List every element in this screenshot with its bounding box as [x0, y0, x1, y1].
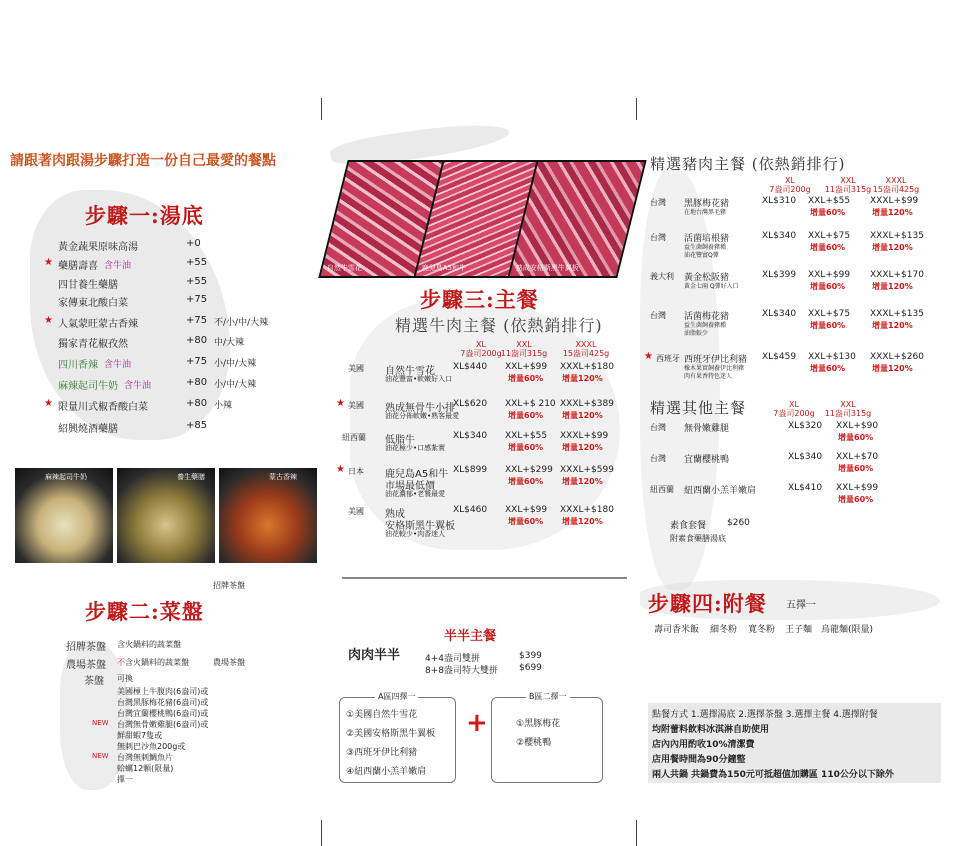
beef-price-xl: XL$340 — [453, 431, 488, 441]
soup-photo-1 — [15, 468, 113, 563]
oz-header: 11盎司315g — [824, 185, 872, 194]
beef-sub-title: 精選牛肉主餐 (依熱銷排行) — [395, 316, 603, 335]
other-price-xxl: XXL+$90 — [836, 421, 879, 431]
soup-spice: 小/中/大辣 — [214, 359, 257, 369]
pork-desc: 在地台灣黑毛豬 — [684, 209, 727, 216]
beef-price-xl: XL$620 — [453, 399, 488, 409]
soup-name: 獨家青花椒孜然 — [58, 339, 128, 350]
other-origin: 台灣 — [650, 423, 666, 432]
soup-price: +80 — [186, 398, 208, 409]
soup-spice: 小/中/大辣 — [214, 380, 257, 390]
step2-title: 步驟二:菜盤 — [85, 599, 204, 624]
pork-up-60: 增量60% — [810, 282, 846, 291]
photo-note: 招牌茶盤 — [213, 581, 245, 590]
pork-name: 黃金松阪豬 — [684, 273, 730, 283]
swap-item: 台灣無刺鯛魚片 — [117, 753, 173, 762]
other-price-xl: XL$410 — [788, 483, 823, 493]
soup-tag: 含牛油 — [104, 360, 132, 370]
beef-price-xl: XL$460 — [453, 505, 488, 515]
pork-origin: 台灣 — [650, 311, 666, 320]
beef-price-xxxl: XXXL+$389 — [560, 399, 614, 409]
b-zone-item: ①黑豚梅花 — [516, 719, 561, 729]
divider-line — [342, 577, 627, 579]
half-label: 肉肉半半 — [348, 648, 401, 663]
fold-line-right-top — [636, 98, 637, 120]
beef-up-120: 增量120% — [562, 443, 603, 452]
soup-tag: 含牛油 — [104, 261, 132, 271]
half-title: 半半主餐 — [444, 629, 497, 644]
side-item: 寬冬粉 — [748, 625, 776, 635]
pork-price-xl: XL$340 — [762, 309, 797, 319]
pork-desc: 黃金七兩 Q彈好入口 — [684, 283, 739, 290]
soup-photo-caption: 蒙古香辣 — [269, 473, 297, 481]
swap-item: 台灣黑豚梅花豬(6盎司)或 — [117, 698, 209, 707]
soup-name: 家傳東北酸白菜 — [58, 298, 128, 309]
half-option-1-price: $399 — [519, 651, 542, 661]
size-header: XL — [785, 176, 795, 185]
pork-origin: 西班牙 — [656, 354, 680, 363]
soup-name: 紹興燒酒藥膳 — [58, 424, 118, 435]
beef-price-xxxl: XXXL+$180 — [560, 362, 614, 372]
beef-origin: 紐西蘭 — [342, 433, 366, 442]
beef-price-xxl: XXL+$99 — [505, 362, 548, 372]
step4-title: 步驟四:附餐 — [648, 591, 767, 616]
beef-origin: 美國 — [348, 507, 364, 516]
soup-name: 藥膳壽喜 — [58, 261, 98, 272]
beef-desc2: 油花濃郁•老饕最愛 — [385, 490, 446, 498]
beef-desc: 油花豐富•軟嫩好入口 — [385, 375, 453, 383]
b-zone-title: B區二擇一 — [526, 691, 570, 702]
soup-price: +75 — [186, 356, 208, 367]
b-zone-item: ②櫻桃鴨 — [516, 738, 552, 748]
beef-up-60: 增量60% — [508, 374, 544, 383]
soup-photo-caption: 麻辣起司牛奶 — [45, 473, 87, 481]
size-header: XXXL — [885, 176, 907, 185]
info-line: 店用餐時間為90分鐘整 — [652, 755, 746, 765]
beef-price-xxl: XXL+$299 — [505, 465, 553, 475]
oz-header: 7盎司200g — [769, 185, 811, 194]
soup-photo-caption: 養生藥膳 — [177, 473, 205, 481]
beef-name: 熟成 — [385, 509, 405, 520]
other-name: 紐西蘭小羔羊嫩肩 — [684, 486, 757, 496]
other-up-60: 增量60% — [838, 433, 874, 442]
beef-photo-caption: 自然牛雪花 — [326, 264, 362, 272]
beef-up-120: 增量120% — [562, 477, 603, 486]
beef-name: 熟成無骨牛小排 — [385, 403, 455, 414]
size-header: XXXL — [575, 340, 597, 349]
other-name: 無骨嫩雞腿 — [684, 424, 730, 434]
beef-desc: 油花極少•口感紮實 — [385, 444, 446, 452]
beef-photo-caption: 鹿兒島A5和牛 — [421, 264, 467, 272]
pork-up-120: 增量120% — [872, 208, 913, 217]
pork-name: 黑豚梅花豬 — [684, 199, 730, 209]
other-price-xl: XL$340 — [788, 452, 823, 462]
pork-price-xxxl: XXXL+$135 — [870, 231, 924, 241]
beef-up-120: 增量120% — [562, 517, 603, 526]
pork-desc: 橡木果實飼養伊比利豬 — [684, 365, 745, 372]
plate-desc-2-rest: 含火鍋料的蔬菜盤 — [125, 658, 189, 667]
pork-price-xxl: XXL+$55 — [808, 196, 851, 206]
soup-name: 四甘養生藥膳 — [58, 280, 118, 291]
pork-price-xl: XL$459 — [762, 352, 797, 362]
star-icon: ★ — [644, 351, 653, 362]
soup-price: +55 — [186, 257, 208, 268]
oz-header: 11盎司315g — [824, 409, 872, 418]
beef-name: 低脂牛 — [385, 435, 415, 446]
star-icon: ★ — [44, 315, 53, 326]
pork-up-120: 增量120% — [872, 243, 913, 252]
half-option-1: 4+4盎司雙拼 — [425, 654, 480, 664]
pork-up-120: 增量120% — [872, 282, 913, 291]
beef-price-xxl: XXL+$99 — [505, 505, 548, 515]
soup-price: +75 — [186, 294, 208, 305]
pork-origin: 台灣 — [650, 233, 666, 242]
pork-up-60: 增量60% — [810, 364, 846, 373]
beef-origin: 美國 — [348, 364, 364, 373]
pork-price-xxl: XXL+$99 — [808, 270, 851, 280]
beef-up-120: 增量120% — [562, 374, 603, 383]
new-badge: NEW — [92, 752, 109, 760]
swap-item: 美國極上牛腹肉(6盎司)或 — [117, 687, 209, 696]
oz-header: 15盎司425g — [872, 185, 920, 194]
fold-line-left-bottom — [321, 820, 322, 846]
swap-item: 擇一 — [117, 775, 133, 784]
star-icon: ★ — [336, 398, 345, 409]
size-header: XL — [476, 340, 486, 349]
side-item: 烏龍麵(限量) — [821, 625, 874, 635]
half-option-2: 8+8盎司特大雙拼 — [425, 666, 498, 676]
veg-price: $260 — [727, 518, 750, 528]
soup-price: +55 — [186, 276, 208, 287]
soup-price: +85 — [186, 420, 208, 431]
swap-item: 台灣無骨嫩雞腿(6盎司)或 — [117, 720, 209, 729]
pork-desc2: 油花豐富Q彈 — [684, 252, 719, 259]
swap-item: 無刺巴沙魚200g或 — [117, 742, 186, 751]
soup-photo-3 — [219, 468, 317, 563]
pork-desc2: 油脂較少 — [684, 330, 709, 337]
beef-price-xl: XL$440 — [453, 362, 488, 372]
plate-desc-3: 可換 — [117, 674, 133, 683]
beef-name: 自然牛雪花 — [385, 366, 435, 377]
soup-name: 人氣蒙旺蒙古香辣 — [58, 319, 138, 330]
info-line: 兩人共鍋 共鍋費為150元可抵超值加購區 110公分以下除外 — [652, 770, 894, 780]
soup-price: +0 — [186, 238, 201, 249]
other-title: 精選其他主餐 — [650, 399, 747, 417]
info-line: 點餐方式 1.選擇湯底 2.選擇茶盤 3.選擇主餐 4.選擇附餐 — [652, 710, 878, 720]
plate-note-2: 農場茶盤 — [213, 658, 245, 667]
swap-item: 蛤蠣12顆(限量) — [117, 764, 174, 773]
soup-tag: 含牛油 — [124, 381, 152, 391]
intro-text: 請跟著肉跟湯步驟打造一份自己最愛的餐點 — [10, 153, 276, 169]
soup-spice: 中/大辣 — [214, 338, 245, 348]
beef-price-xxxl: XXXL+$180 — [560, 505, 614, 515]
half-option-2-price: $699 — [519, 663, 542, 673]
pork-desc: 益生菌飼養豬種 — [684, 322, 727, 329]
beef-desc: 油花分佈軟嫩•熟客最愛 — [385, 412, 460, 420]
beef-up-60: 增量60% — [508, 443, 544, 452]
pork-price-xl: XL$310 — [762, 196, 797, 206]
beef-price-xl: XL$899 — [453, 465, 488, 475]
soup-photo-2 — [117, 468, 215, 563]
pork-desc: 益生菌飼養豬種 — [684, 244, 727, 251]
beef-price-xxxl: XXXL+$99 — [560, 431, 609, 441]
other-price-xxl: XXL+$99 — [836, 483, 879, 493]
swap-item: 台灣宜蘭櫻桃鴨(6盎司)或 — [117, 709, 209, 718]
soup-price: +80 — [186, 335, 208, 346]
soup-price: +75 — [186, 315, 208, 326]
side-item: 壽司香米飯 — [654, 625, 700, 635]
beef-desc2: 油花較少•肉香迷人 — [385, 530, 446, 538]
beef-up-60: 增量60% — [508, 411, 544, 420]
beef-origin: 美國 — [348, 401, 364, 410]
other-price-xl: XL$320 — [788, 421, 823, 431]
soup-spice: 不/小/中/大辣 — [214, 318, 269, 328]
soup-spice: 小辣 — [214, 401, 233, 411]
beef-origin: 日本 — [348, 467, 364, 476]
star-icon: ★ — [336, 464, 345, 475]
pork-price-xxl: XXL+$75 — [808, 309, 851, 319]
pork-up-60: 增量60% — [810, 243, 846, 252]
beef-up-120: 增量120% — [562, 411, 603, 420]
pork-name: 活菌培根豬 — [684, 234, 730, 244]
pork-price-xxl: XXL+$75 — [808, 231, 851, 241]
veg-name: 素食套餐 — [670, 521, 707, 531]
size-header: XXL — [840, 400, 856, 409]
info-line: 店內內用酌收10%清潔費 — [652, 740, 755, 750]
size-header: XL — [789, 400, 799, 409]
other-name: 宜蘭櫻桃鴨 — [684, 455, 730, 465]
pork-up-60: 增量60% — [810, 321, 846, 330]
other-origin: 紐西蘭 — [650, 485, 674, 494]
size-header: XXL — [840, 176, 856, 185]
size-header: XXL — [516, 340, 532, 349]
veg-note: 附素食藥膳湯底 — [670, 534, 726, 543]
new-badge: NEW — [92, 719, 109, 727]
other-up-60: 增量60% — [838, 495, 874, 504]
plate-desc-1: 含火鍋料的蔬菜盤 — [117, 640, 181, 649]
a-zone-item: ③西班牙伊比利豬 — [346, 748, 418, 758]
plus-icon: + — [466, 708, 488, 738]
swap-item: 鮮甜蝦7隻或 — [117, 731, 163, 740]
other-up-60: 增量60% — [838, 464, 874, 473]
plate-desc-2: 不含火鍋料的蔬菜盤 — [117, 658, 189, 667]
fold-line-right-bottom — [636, 820, 637, 846]
plate-label-3: 茶盤 — [84, 676, 104, 687]
pork-up-120: 增量120% — [872, 364, 913, 373]
pork-price-xl: XL$340 — [762, 231, 797, 241]
pork-price-xl: XL$399 — [762, 270, 797, 280]
soup-name: 四川香辣 — [58, 360, 98, 371]
a-zone-item: ④紐西蘭小羔羊嫩肩 — [346, 767, 427, 777]
pork-name: 活菌梅花豬 — [684, 312, 730, 322]
plate-label-2: 農場茶盤 — [66, 660, 106, 671]
oz-header: 15盎司425g — [562, 349, 610, 358]
pork-origin: 義大利 — [650, 272, 674, 281]
fold-line-left-top — [321, 98, 322, 120]
beef-photo-caption: 熟成安格斯黑牛翼板 — [515, 264, 579, 272]
pork-title: 精選豬肉主餐 (依熱銷排行) — [650, 155, 846, 173]
beef-desc: 市場最低價 — [385, 481, 435, 492]
oz-header: 11盎司315g — [500, 349, 548, 358]
step3-title: 步驟三:主餐 — [420, 287, 539, 312]
pork-desc2: 肉有果香特色迷人 — [684, 373, 733, 380]
pork-name: 西班牙伊比利豬 — [684, 355, 748, 365]
info-line: 均附蕾料飲料冰淇淋自助使用 — [652, 725, 770, 735]
step4-choose: 五擇一 — [786, 600, 816, 611]
beef-desc: 安格斯黑牛翼板 — [385, 521, 455, 532]
pork-price-xxxl: XXXL+$260 — [870, 352, 924, 362]
beef-up-60: 增量60% — [508, 477, 544, 486]
oz-header: 7盎司200g — [460, 349, 502, 358]
pork-up-60: 增量60% — [810, 208, 846, 217]
star-icon: ★ — [44, 257, 53, 268]
soup-price: +80 — [186, 377, 208, 388]
soup-name: 限量川式椒香酸白菜 — [58, 402, 148, 413]
other-price-xxl: XXL+$70 — [836, 452, 879, 462]
a-zone-item: ②美國安格斯黑牛翼板 — [346, 729, 436, 739]
pork-price-xxl: XXL+$130 — [808, 352, 856, 362]
soup-name: 麻辣起司牛奶 — [58, 381, 118, 392]
pork-origin: 台灣 — [650, 198, 666, 207]
beef-price-xxl: XXL+$ 210 — [505, 399, 556, 409]
pork-up-120: 增量120% — [872, 321, 913, 330]
a-zone-title: A區四擇一 — [375, 691, 418, 702]
star-icon: ★ — [44, 398, 53, 409]
pork-price-xxxl: XXXL+$135 — [870, 309, 924, 319]
a-zone-item: ①美國自然牛雪花 — [346, 710, 418, 720]
oz-header: 7盎司200g — [773, 409, 815, 418]
beef-price-xxl: XXL+$55 — [505, 431, 548, 441]
other-origin: 台灣 — [650, 454, 666, 463]
pork-price-xxxl: XXXL+$99 — [870, 196, 919, 206]
soup-name: 黃金蔬果原味高湯 — [58, 242, 138, 253]
side-item: 細冬粉 — [710, 625, 738, 635]
plate-label-1: 招牌茶盤 — [66, 642, 106, 653]
beef-price-xxxl: XXXL+$599 — [560, 465, 614, 475]
beef-name: 鹿兒島A5和牛 — [385, 469, 449, 480]
step1-title: 步驟一:湯底 — [85, 203, 204, 228]
beef-up-60: 增量60% — [508, 517, 544, 526]
side-item: 王子麵 — [785, 625, 813, 635]
pork-price-xxxl: XXXL+$170 — [870, 270, 924, 280]
